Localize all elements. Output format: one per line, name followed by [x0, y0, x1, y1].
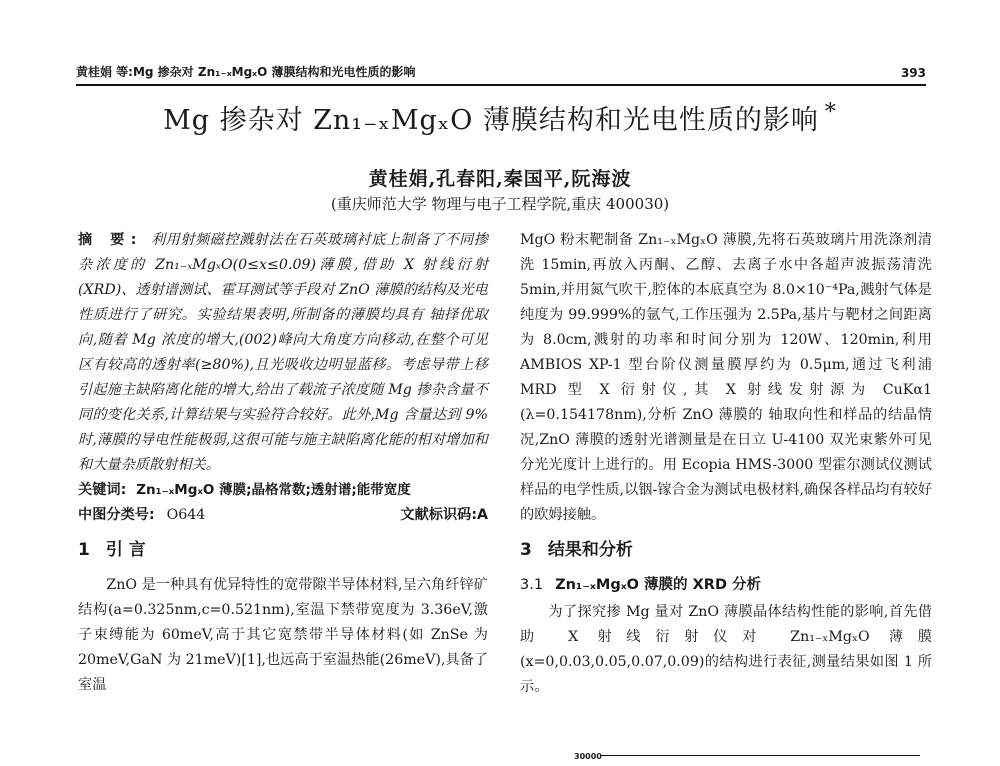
figure-1-frame	[600, 755, 920, 766]
classification-row	[78, 503, 488, 528]
running-title: 黄桂娟 等:Mg 掺杂对 Zn₁₋ₓMgₓO 薄膜结构和光电性质的影响	[76, 65, 416, 79]
document-code: 文献标识码:A	[400, 507, 488, 523]
subsection-number: 3.1	[520, 577, 544, 593]
methods-paragraph: MgO 粉末靶制备 Zn₁₋ₓMgₓO 薄膜,先将石英玻璃片用洗涤剂清洗 15min,再放入丙酮、乙醇、去离子水中各超声波振荡清洗 5min,并用氮气吹干,腔体的本底真空为 8.0×10⁻⁴Pa,溅射气体是纯度为 99.999%的氩气,工作压强为 2.5Pa,基片与靶材之间距离为 8.0cm,溅射的功率和时间分别为 120W、120min,利用 AMBIOS XP-1 型台阶仪测量膜厚约为 0.5μm,通过飞利浦 MRD 型 X 衍射仪,其 X 射线发射源为 CuKα1 (λ=0.154178nm),分析 ZnO 薄膜的 轴取向性和样品的结晶情况,ZnO 薄膜的透射光谱测量是在日立 U-4100 双光束紫外可见分光光度计上进行的。用 Ecopia HMS-3000 型霍尔测试仪测试样品的电学性质,以铟-镓合金为测试电极材料,确保各样品均有较好的欧姆接触。	[520, 232, 932, 523]
authors: 黄桂娟,孔春阳,秦国平,阮海波	[368, 168, 632, 190]
clc-value: O644	[166, 507, 206, 523]
title-footnote-mark: *	[824, 100, 837, 125]
left-column	[78, 228, 488, 698]
paper-title-text: Mg 掺杂对 Zn₁₋ₓMgₓO 薄膜结构和光电性质的影响	[163, 105, 819, 136]
xrd-paragraph: 为了探究掺 Mg 量对 ZnO 薄膜晶体结构性能的影响,首先借助 X 射线衍射仪对 Zn₁₋ₓMgₓO 薄膜(x=0,0.03,0.05,0.07,0.09)的结构进行表征,测量结果如图 1 所示。	[520, 604, 932, 695]
abstract	[78, 228, 488, 478]
clc-number	[78, 503, 205, 528]
section-number: 3	[520, 540, 532, 560]
section-heading-introduction	[78, 538, 488, 563]
subsection-heading-xrd	[520, 573, 932, 598]
abstract-text: 利用射频磁控溅射法在石英玻璃衬底上制备了不同掺杂浓度的 Zn₁₋ₓMgₓO(0≤x≤0.09)薄膜,借助 X 射线衍射(XRD)、透射谱测试、霍耳测试等手段对 ZnO 薄膜的结构及光电性质进行了研究。实验结果表明,所制备的薄膜均具有 轴择优取向,随着 Mg 浓度的增大,(002)峰向大角度方向移动,在整个可见区有较高的透射率(≥80%),且光吸收边明显蓝移。考虑导带上移引起施主缺陷离化能的增大,给出了载流子浓度随 Mg 掺杂含量不同的变化关系,计算结果与实验符合较好。此外,Mg 含量达到 9%时,薄膜的导电性能极弱,这很可能与施主缺陷离化能的相对增加和和大量杂质散射相关。	[78, 232, 488, 473]
subsection-title: Zn₁₋ₓMgₓO 薄膜的 XRD 分析	[555, 577, 762, 593]
introduction-paragraph: ZnO 是一种具有优异特性的宽带隙半导体材料,呈六角纤锌矿结构(a=0.325nm,c=0.521nm),室温下禁带宽度为 3.36eV,激子束缚能为 60meV,高于其它宽禁带半导体材料(如 ZnSe 为 20meV,GaN 为 21meV)[1],也远高于室温热能(26meV),具备了室温	[78, 577, 488, 693]
keywords	[78, 478, 488, 503]
keywords-text: Zn₁₋ₓMgₓO 薄膜;晶格常数;透射谱;能带宽度	[136, 482, 411, 498]
page-number: 393	[900, 66, 926, 80]
section-number: 1	[78, 540, 90, 560]
affiliation: (重庆师范大学 物理与电子工程学院,重庆 400030)	[330, 195, 670, 213]
right-column	[520, 228, 932, 700]
keywords-label: 关键词:	[78, 482, 127, 498]
abstract-label: 摘 要:	[78, 232, 143, 248]
running-header	[76, 62, 926, 86]
section-title: 结果和分析	[547, 540, 633, 560]
section-title: 引 言	[105, 540, 146, 560]
paper-title	[0, 98, 1000, 137]
figure-axis-tick-label: 30000	[574, 752, 602, 761]
clc-label: 中图分类号:	[78, 507, 155, 523]
section-heading-results	[520, 538, 932, 563]
